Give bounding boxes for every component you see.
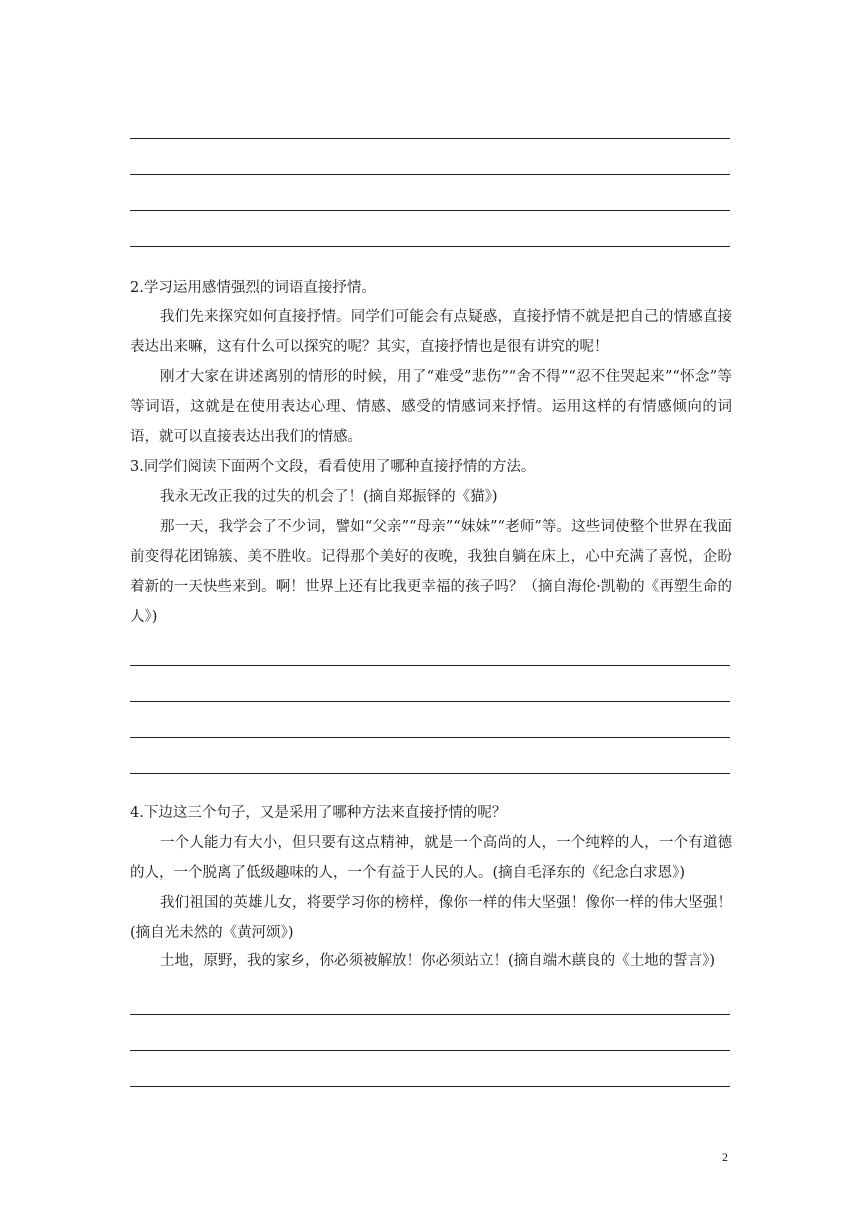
section-4-quote-2: 我们祖国的英雄儿女，将要学习你的榜样，像你一样的伟大坚强！像你一样的伟大坚强！(摘自光未然的《黄河颂》) (130, 895, 732, 941)
section-3-quote-1: 我永无改正我的过失的机会了！(摘自郑振铎的《猫》) (160, 489, 498, 505)
section-3-heading: 3.同学们阅读下面两个文段，看看使用了哪种直接抒情的方法。 (130, 459, 536, 475)
section-4-quote-3: 土地，原野，我的家乡，你必须被解放！你必须站立！(摘自端木蕻良的《土地的誓言》) (160, 953, 716, 969)
answer-line (130, 1086, 730, 1087)
answer-line (130, 737, 730, 738)
section-4-heading: 4.下边这三个句子，又是采用了哪种方法来直接抒情的呢？ (130, 805, 507, 821)
section-3-quote-2: 那一天，我学会了不少词，譬如“父亲”“母亲”“妹妹”“老师”等。这些词使整个世界在我面前变得花团锦簇、美不胜收。记得那个美好的夜晚，我独自躺在床上，心中充满了喜悦，企盼着新的一天快些来到。啊！世界上还有比我更幸福的孩子吗？（摘自海伦·凯勒的《再塑生命的人》) (130, 519, 732, 625)
answer-line (130, 138, 730, 139)
answer-line (130, 1014, 730, 1015)
section-2-paragraph-2: 刚才大家在讲述离别的情形的时候，用了“难受”悲伤”“舍不得”“忍不住哭起来”“怀念”等等词语，这就是在使用表达心理、情感、感受的情感词来抒情。运用这样的有情感倾向的词语，就可以直接表达出我们的情感。 (130, 369, 732, 445)
answer-line (130, 210, 730, 211)
page-number: 2 (722, 1150, 728, 1164)
answer-line (130, 701, 730, 702)
answer-line (130, 1050, 730, 1051)
answer-line (130, 665, 730, 666)
section-2-heading: 2.学习运用感情强烈的词语直接抒情。 (130, 280, 376, 296)
section-4-quote-1: 一个人能力有大小，但只要有这点精神，就是一个高尚的人，一个纯粹的人，一个有道德的人，一个脱离了低级趣味的人，一个有益于人民的人。(摘自毛泽东的《纪念白求恩》) (130, 835, 732, 881)
answer-line (130, 773, 730, 774)
answer-line (130, 174, 730, 175)
section-2-paragraph-1: 我们先来探究如何直接抒情。同学们可能会有点疑惑，直接抒情不就是把自己的情感直接表达出来嘛，这有什么可以探究的呢？其实，直接抒情也是很有讲究的呢！ (130, 309, 732, 355)
answer-line (130, 246, 730, 247)
